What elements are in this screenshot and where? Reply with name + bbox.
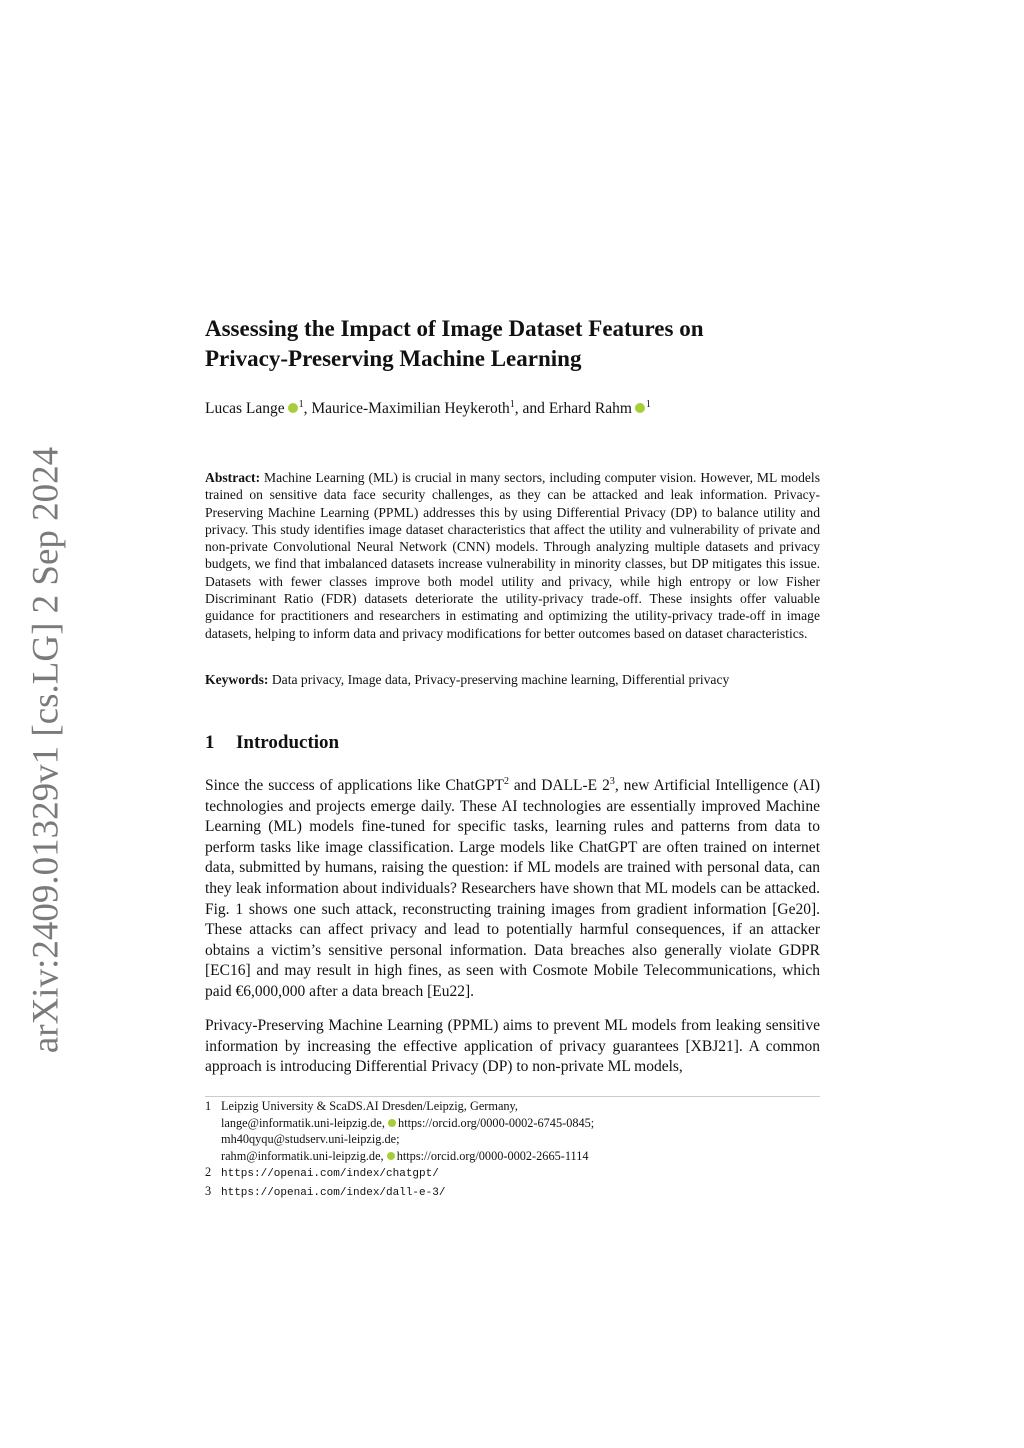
- paragraph-text: Since the success of applications like ChatGPT: [205, 777, 504, 794]
- affiliation-marker: 1: [298, 398, 304, 410]
- affiliation-line: [221, 1115, 820, 1132]
- footnote-number: 2: [205, 1165, 212, 1179]
- intro-paragraph-1: [205, 776, 820, 1003]
- chatgpt-url-link[interactable]: https://openai.com/index/chatgpt/: [221, 1168, 439, 1180]
- footnote-1: [205, 1098, 820, 1164]
- title-line-1: Assessing the Impact of Image Dataset Features on: [205, 316, 704, 341]
- footnote-marker[interactable]: 3: [609, 775, 615, 787]
- orcid-link[interactable]: https://orcid.org/0000-0002-6745-0845;: [398, 1115, 595, 1130]
- dalle-url-link[interactable]: https://openai.com/index/dall-e-3/: [221, 1186, 446, 1199]
- footnote-number: 3: [205, 1183, 212, 1198]
- affiliation-line: Leipzig University & ScaDS.AI Dresden/Leipzig, Germany,: [221, 1099, 518, 1113]
- affiliation-line: [221, 1148, 820, 1165]
- author-list: [205, 398, 820, 420]
- paragraph-text: , new Artificial Intelligence (AI) technologies and projects emerge daily. These AI technologies are essentially improved Machine Learning (ML) models fine-tuned for specific tasks, learning rules and patterns from data to perform tasks like image classification. Large models like ChatGPT are often trained on internet data, submitted by humans, raising the question: if ML models are trained with personal data, can they leak information about individuals? Researchers have shown that ML models can be attacked. Fig. 1 shows one such attack, reconstructing training images from gradient information [Ge20]. These attacks can affect privacy and lead to potentially harmful consequences, if an attacker obtains a victim’s sensitive personal information. Data breaches also generally violate GDPR [EC16] and may result in high fines, as seen with Cosmote Mobile Telecommunications, which paid €6,000,000 after a data breach [Eu22].: [205, 777, 820, 1000]
- title-line-2: Privacy-Preserving Machine Learning: [205, 346, 582, 371]
- keywords-text: Data privacy, Image data, Privacy-preserving machine learning, Differential privacy: [271, 672, 730, 687]
- orcid-icon: [387, 1152, 395, 1160]
- author-name: Maurice-Maximilian Heykeroth: [311, 400, 510, 417]
- author-separator: ,: [303, 400, 312, 417]
- footnotes: [205, 1098, 820, 1201]
- keywords-label: Keywords:: [205, 672, 269, 687]
- paper-title: [205, 314, 820, 374]
- abstract: [205, 469, 820, 642]
- arxiv-identifier: arXiv:2409.01329v1 [cs.LG] 2 Sep 2024: [25, 446, 67, 1054]
- keywords: [205, 671, 820, 689]
- author-name: Erhard Rahm: [548, 400, 632, 417]
- footnote-marker[interactable]: 2: [503, 775, 509, 787]
- footnote-divider: [205, 1096, 820, 1097]
- email-link[interactable]: rahm@informatik.uni-leipzig.de,: [221, 1148, 384, 1163]
- affiliation-marker: 1: [509, 398, 515, 410]
- paragraph-text: and DALL-E 2: [508, 777, 610, 794]
- intro-paragraph-2: Privacy-Preserving Machine Learning (PPML) aims to prevent ML models from leaking sensitive information by increasing the effective application of privacy guarantees [XBJ21]. A common approach is introducing Differential Privacy (DP) to non-private ML models,: [205, 1017, 820, 1076]
- orcid-icon[interactable]: [635, 403, 645, 413]
- abstract-text: Machine Learning (ML) is crucial in many sectors, including computer vision. However, ML models trained on sensitive data face security challenges, as they can be attacked and leak information. Privacy-Preserving Machine Learning (PPML) addresses this by using Differential Privacy (DP) to balance utility and privacy. This study identifies image dataset characteristics that affect the utility and vulnerability of private and non-private Convolutional Neural Network (CNN) models. Through analyzing multiple datasets and privacy budgets, we find that imbalanced datasets increase vulnerability in minority classes, but DP mitigates this issue. Datasets with fewer classes improve both model utility and privacy, while high entropy or low Fisher Discriminant Ratio (FDR) datasets deteriorate the utility-privacy trade-off. These insights offer valuable guidance for practitioners and researchers in estimating and optimizing the utility-privacy trade-off in image datasets, helping to inform data and privacy modifications for better outcomes based on dataset characteristics.: [205, 470, 820, 641]
- footnote-number: 1: [205, 1099, 212, 1113]
- email-link[interactable]: mh40qyqu@studserv.uni-leipzig.de;: [221, 1132, 400, 1146]
- section-number: 1: [205, 732, 215, 753]
- abstract-label: Abstract:: [205, 470, 261, 485]
- email-link[interactable]: lange@informatik.uni-leipzig.de,: [221, 1115, 385, 1130]
- section-title: Introduction: [236, 732, 340, 753]
- author-separator: , and: [514, 400, 549, 417]
- footnote-3: [205, 1183, 820, 1202]
- orcid-link[interactable]: https://orcid.org/0000-0002-2665-1114: [396, 1148, 589, 1163]
- section-heading-introduction: [205, 730, 339, 756]
- footnote-2: [205, 1164, 820, 1183]
- orcid-icon[interactable]: [288, 403, 298, 413]
- author-name: Lucas Lange: [205, 400, 285, 417]
- affiliation-marker: 1: [645, 398, 651, 410]
- orcid-icon: [388, 1119, 396, 1127]
